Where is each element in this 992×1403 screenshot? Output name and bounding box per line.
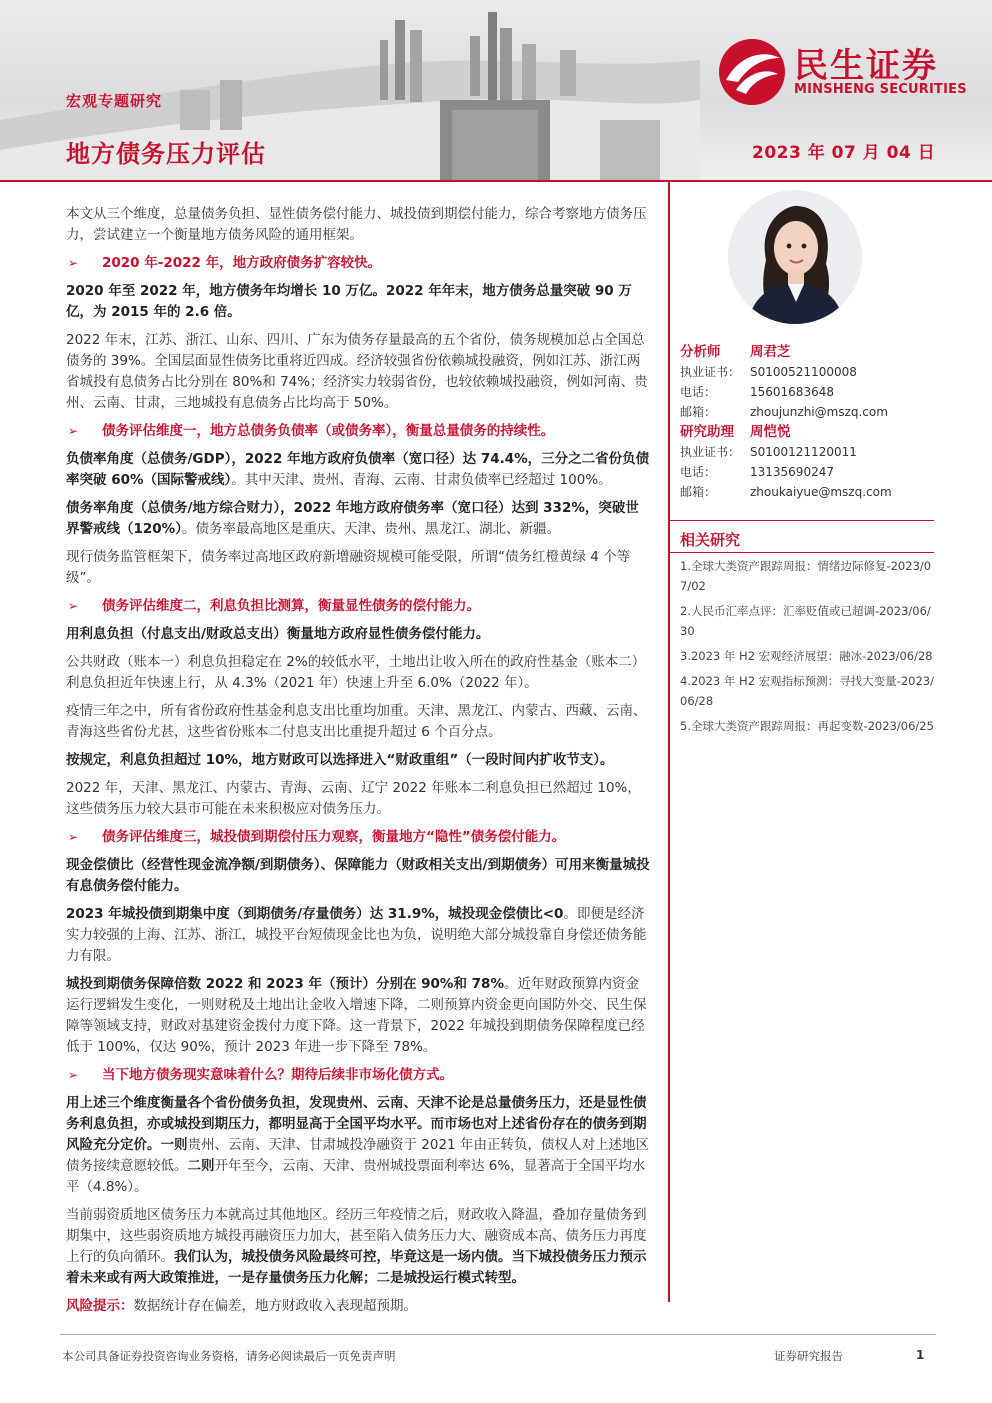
arrow-bullet-icon: ➢ — [68, 1068, 79, 1082]
related-research-list — [680, 556, 934, 741]
related-item[interactable]: 5.全球大类资产跟踪周报：再起变数-2023/06/25 — [680, 719, 934, 733]
paragraph: 按规定，利息负担超过 10%，地方财政可以选择进入“财政重组”（一段时间内扩收节支）。 — [66, 752, 614, 768]
paragraph: 债务率角度（总债务/地方综合财力），2022 年地方政府债务率（宽口径）达到 332%，突破世界警戒线（120%）。债务率最高地区是重庆、天津、贵州、黑龙江、湖北、新疆。 — [66, 500, 639, 537]
logo-mark-icon — [716, 36, 788, 108]
minsheng-logo — [716, 36, 966, 106]
analyst-phone: 电话： 15601683648 — [680, 385, 834, 399]
analyst-email[interactable]: 邮箱： zhoujunzhi@mszq.com — [680, 405, 888, 419]
column-divider — [668, 182, 670, 1302]
logo-english: MINSHENG SECURITIES — [794, 82, 967, 97]
paragraph: 2022 年，天津、黑龙江、内蒙古、青海、云南、辽宁 2022 年账本二利息负担已然超过 10%，这些债务压力较大县市可能在未来积极应对债务压力。 — [66, 780, 641, 817]
related-bottom-divider — [670, 552, 934, 553]
header-banner — [0, 0, 992, 182]
analyst-cert: 执业证书： S0100521100008 — [680, 365, 857, 379]
paragraph: 现金偿债比（经营性现金流净额/到期债务）、保障能力（财政相关支出/到期债务）可用来衡量城投有息债务偿付能力。 — [66, 857, 650, 894]
paragraph: 疫情三年之中，所有省份政府性基金利息支出比重均加重。天津、黑龙江、内蒙古、西藏、云南、青海这些省份尤甚，这些省份账本二付息支出比重提升超过 6 个百分点。 — [66, 703, 647, 740]
paragraph: 公共财政（账本一）利息负担稳定在 2%的较低水平，土地出让收入所在的政府性基金（账本二）利息负担近年快速上行，从 4.3%（2021 年）快速上升至 6.0%（2022 年）。 — [66, 654, 646, 691]
paragraph: 用利息负担（付息支出/财政总支出）衡量地方政府显性债务偿付能力。 — [66, 626, 490, 642]
paragraph: 当前弱资质地区债务压力本就高过其他地区。经历三年疫情之后，财政收入降温，叠加存量债务到期集中，这些弱资质地方城投再融资压力加大，甚至陷入债务压力大、融资成本高、债务压力再度上行的负向循环。我们认为，城投债务风险最终可控，毕竟这是一场内债。当下城投债务压力预示着未来或有两大政策推进，一是存量债务压力化解；二是城投运行模式转型。 — [66, 1207, 647, 1286]
analyst-heading: 分析师 周君芝 — [680, 344, 791, 360]
analyst-photo — [728, 190, 862, 324]
report-date: 2023 年 07 月 04 日 — [752, 143, 936, 163]
section-heading: ➢ 债务评估维度一，地方总债务负债率（或债务率），衡量总量债务的持续性。 — [66, 421, 652, 442]
paragraph: 负债率角度（总债务/GDP），2022 年地方政府负债率（宽口径）达 74.4%，三分之二省份负债率突破 60%（国际警戒线）。其中天津、贵州、青海、云南、甘肃负债率已经超过 100%。 — [66, 451, 650, 488]
intro-paragraph: 本文从三个维度，总量债务负担、显性债务偿付能力、城投债到期偿付能力，综合考察地方债务压力，尝试建立一个衡量地方债务风险的通用框架。 — [66, 206, 647, 243]
assistant-phone: 电话： 13135690247 — [680, 465, 834, 479]
paragraph: 用上述三个维度衡量各个省份债务负担，发现贵州、云南、天津不论是总量债务压力，还是显性债务利息负担，亦或城投到期压力，都明显高于全国平均水平。而市场也对上述省份存在的债务到期风险充分定价。一则贵州、云南、天津、甘肃城投净融资于 2021 年由正转负，债权人对上述地区债务接续意愿较低。二则开年至今，云南、天津、贵州城投票面利率达 6%，显著高于全国平均水平（4.8%）。 — [66, 1095, 649, 1195]
report-title: 地方债务压力评估 — [66, 140, 266, 168]
report-summary — [66, 204, 652, 1324]
arrow-bullet-icon: ➢ — [68, 256, 79, 270]
paragraph: 城投到期债务保障倍数 2022 和 2023 年（预计）分别在 90%和 78%。近年财政预算内资金运行逻辑发生变化，一则财税及土地出让金收入增速下降，二则预算内资金更向国防外交、民生保障等领域支持，财政对基建资金拨付力度下降。这一背景下，2022 年城投到期债务保障程度已经低于 100%，仅达 90%，预计 2023 年进一步下降至 78%。 — [66, 976, 647, 1055]
risk-warning: 风险提示：数据统计存在偏差，地方财政收入表现超预期。 — [66, 1298, 417, 1314]
risk-label: 风险提示： — [66, 1298, 134, 1314]
section-heading: ➢ 当下地方债务现实意味着什么？期待后续非市场化债方式。 — [66, 1065, 652, 1086]
related-item[interactable]: 2.人民币汇率点评：汇率贬值或已超调-2023/06/30 — [680, 604, 931, 638]
assistant-email[interactable]: 邮箱： zhoukaiyue@mszq.com — [680, 485, 892, 499]
paragraph: 现行债务监管框架下，债务率过高地区政府新增融资规模可能受限，所谓“债务红橙黄绿 4 个等级”。 — [66, 549, 631, 586]
footer-doc-type: 证券研究报告 — [774, 1349, 843, 1363]
footer-divider — [60, 1334, 936, 1335]
arrow-bullet-icon: ➢ — [68, 830, 79, 844]
page-number: 1 — [916, 1348, 925, 1362]
arrow-bullet-icon: ➢ — [68, 599, 79, 613]
logo-chinese: 民生证券 — [794, 46, 938, 86]
header-divider — [0, 180, 992, 182]
section-heading: ➢ 债务评估维度二，利息负担比测算，衡量显性债务的偿付能力。 — [66, 596, 652, 617]
paragraph: 2023 年城投债到期集中度（到期债务/存量债务）达 31.9%，城投现金偿债比<0。即便是经济实力较强的上海、江苏、浙江，城投平台短债现金比也为负，说明绝大部分城投靠自身偿还债务能力有限。 — [66, 906, 647, 964]
related-top-divider — [670, 520, 934, 521]
arrow-bullet-icon: ➢ — [68, 424, 79, 438]
related-item[interactable]: 3.2023 年 H2 宏观经济展望：融冰-2023/06/28 — [680, 649, 933, 663]
report-series: 宏观专题研究 — [66, 92, 163, 110]
footer-disclaimer: 本公司具备证券投资咨询业务资格，请务必阅读最后一页免责声明 — [62, 1349, 396, 1363]
section-heading: ➢ 债务评估维度三，城投债到期偿付压力观察，衡量地方“隐性”债务偿付能力。 — [66, 827, 652, 848]
paragraph: 2020 年至 2022 年，地方债务年均增长 10 万亿。2022 年年末，地方债务总量突破 90 万亿，为 2015 年的 2.6 倍。 — [66, 283, 632, 320]
assistant-heading: 研究助理 周恺悦 — [680, 424, 791, 440]
paragraph: 2022 年末，江苏、浙江、山东、四川、广东为债务存量最高的五个省份，债务规模加总占全国总债务的 39%。全国层面显性债务比重将近四成。经济较强省份依赖城投融资，例如江苏、浙江两省城投有息债务占比分别在 80%和 74%；经济实力较弱省份，也较依赖城投融资，例如河南、贵州、云南、甘肃，三地城投有息债务占比均高于 50%。 — [66, 332, 648, 411]
related-item[interactable]: 1.全球大类资产跟踪周报：情绪边际修复-2023/07/02 — [680, 559, 932, 593]
related-research-title: 相关研究 — [680, 531, 741, 549]
assistant-cert: 执业证书： S0100121120011 — [680, 445, 857, 459]
analyst-info — [680, 342, 934, 502]
section-heading: ➢ 2020 年-2022 年，地方政府债务扩容较快。 — [66, 253, 652, 274]
related-item[interactable]: 4.2023 年 H2 宏观指标预测：寻找大变量-2023/06/28 — [680, 674, 934, 708]
